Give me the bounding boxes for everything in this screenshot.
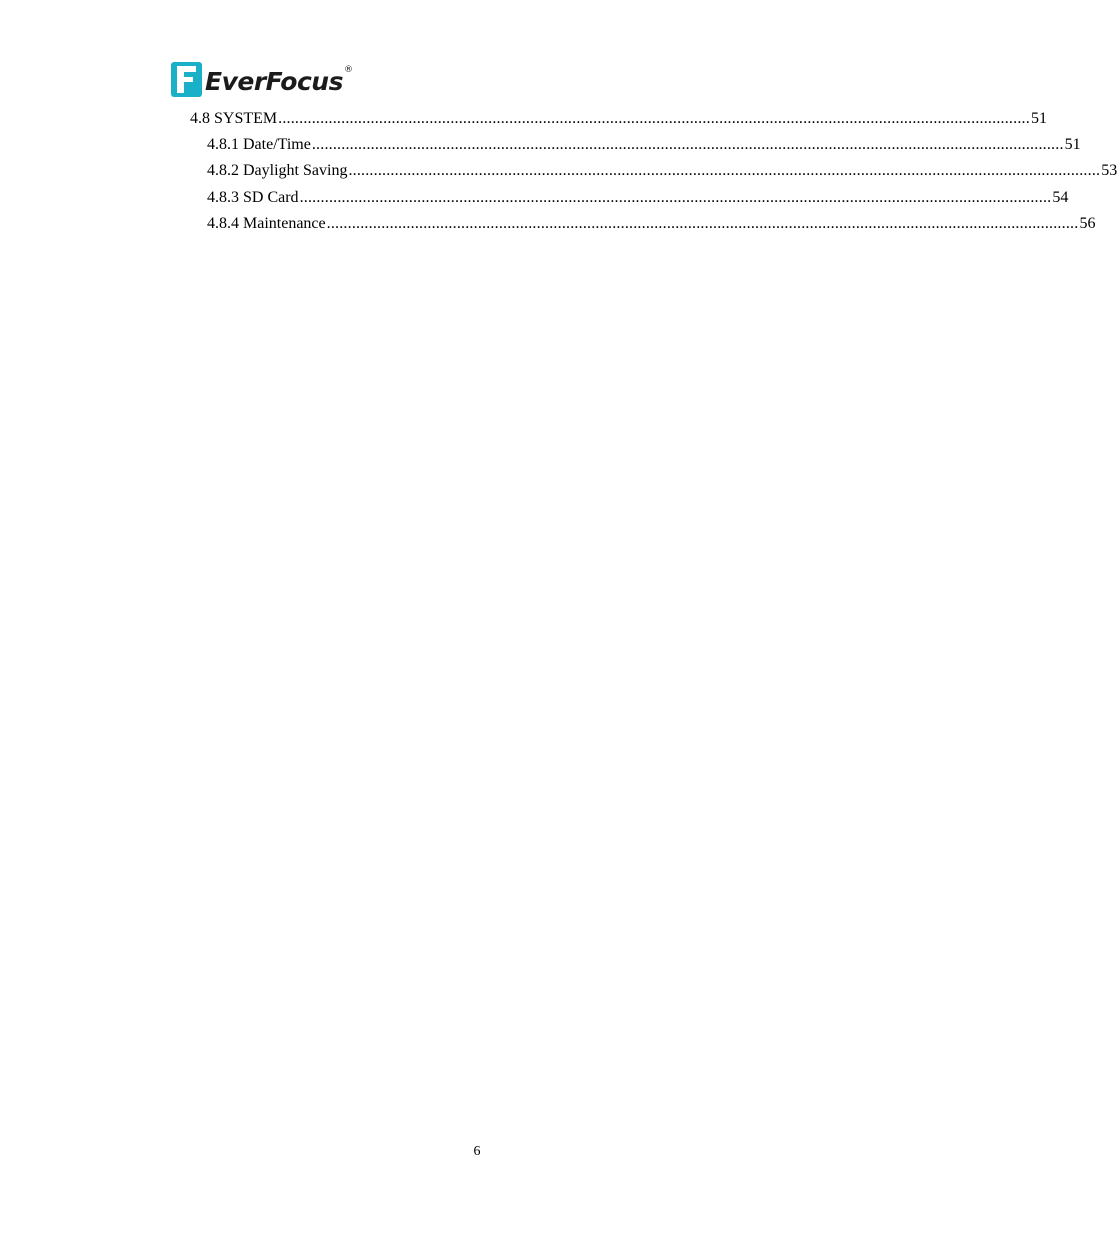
toc-entry-page: 51 <box>1030 110 1047 127</box>
logo-wordmark: EverFocus <box>205 66 343 96</box>
toc-entry-title: 4.8.3 SD Card <box>207 189 299 206</box>
toc-dot-leader: ................................................................................................................................................................................... <box>299 189 1052 206</box>
toc-entry-page: 53 <box>1101 162 1117 179</box>
toc-dot-leader: ................................................................................................................................................................................... <box>311 136 1064 153</box>
toc-entry-page: 56 <box>1079 215 1096 232</box>
toc-entry-maintenance[interactable] <box>207 213 1096 235</box>
page-number: 6 <box>473 1144 481 1159</box>
toc-entry-title: 4.8.2 Daylight Saving <box>207 162 348 179</box>
toc-dot-leader: ................................................................................................................................................................................... <box>348 162 1101 179</box>
toc-entry-title: 4.8 SYSTEM <box>190 110 278 127</box>
toc-dot-leader: ................................................................................................................................................................................... <box>326 215 1079 232</box>
everfocus-logo <box>171 61 353 97</box>
everfocus-logo-icon <box>171 62 202 97</box>
toc-entry-sd-card[interactable] <box>207 187 1069 209</box>
toc-entry-page: 54 <box>1052 189 1069 206</box>
registered-mark: ® <box>343 65 353 75</box>
toc-entry-page: 51 <box>1064 136 1081 153</box>
toc-entry-date-time[interactable] <box>207 134 1081 156</box>
toc-entry-daylight-saving[interactable] <box>207 160 1117 182</box>
toc-entry-title: 4.8.4 Maintenance <box>207 215 326 232</box>
toc-entry-system[interactable] <box>190 108 1047 130</box>
toc-dot-leader: ................................................................................................................................................................................... <box>278 110 1030 127</box>
toc-entry-title: 4.8.1 Date/Time <box>207 136 311 153</box>
